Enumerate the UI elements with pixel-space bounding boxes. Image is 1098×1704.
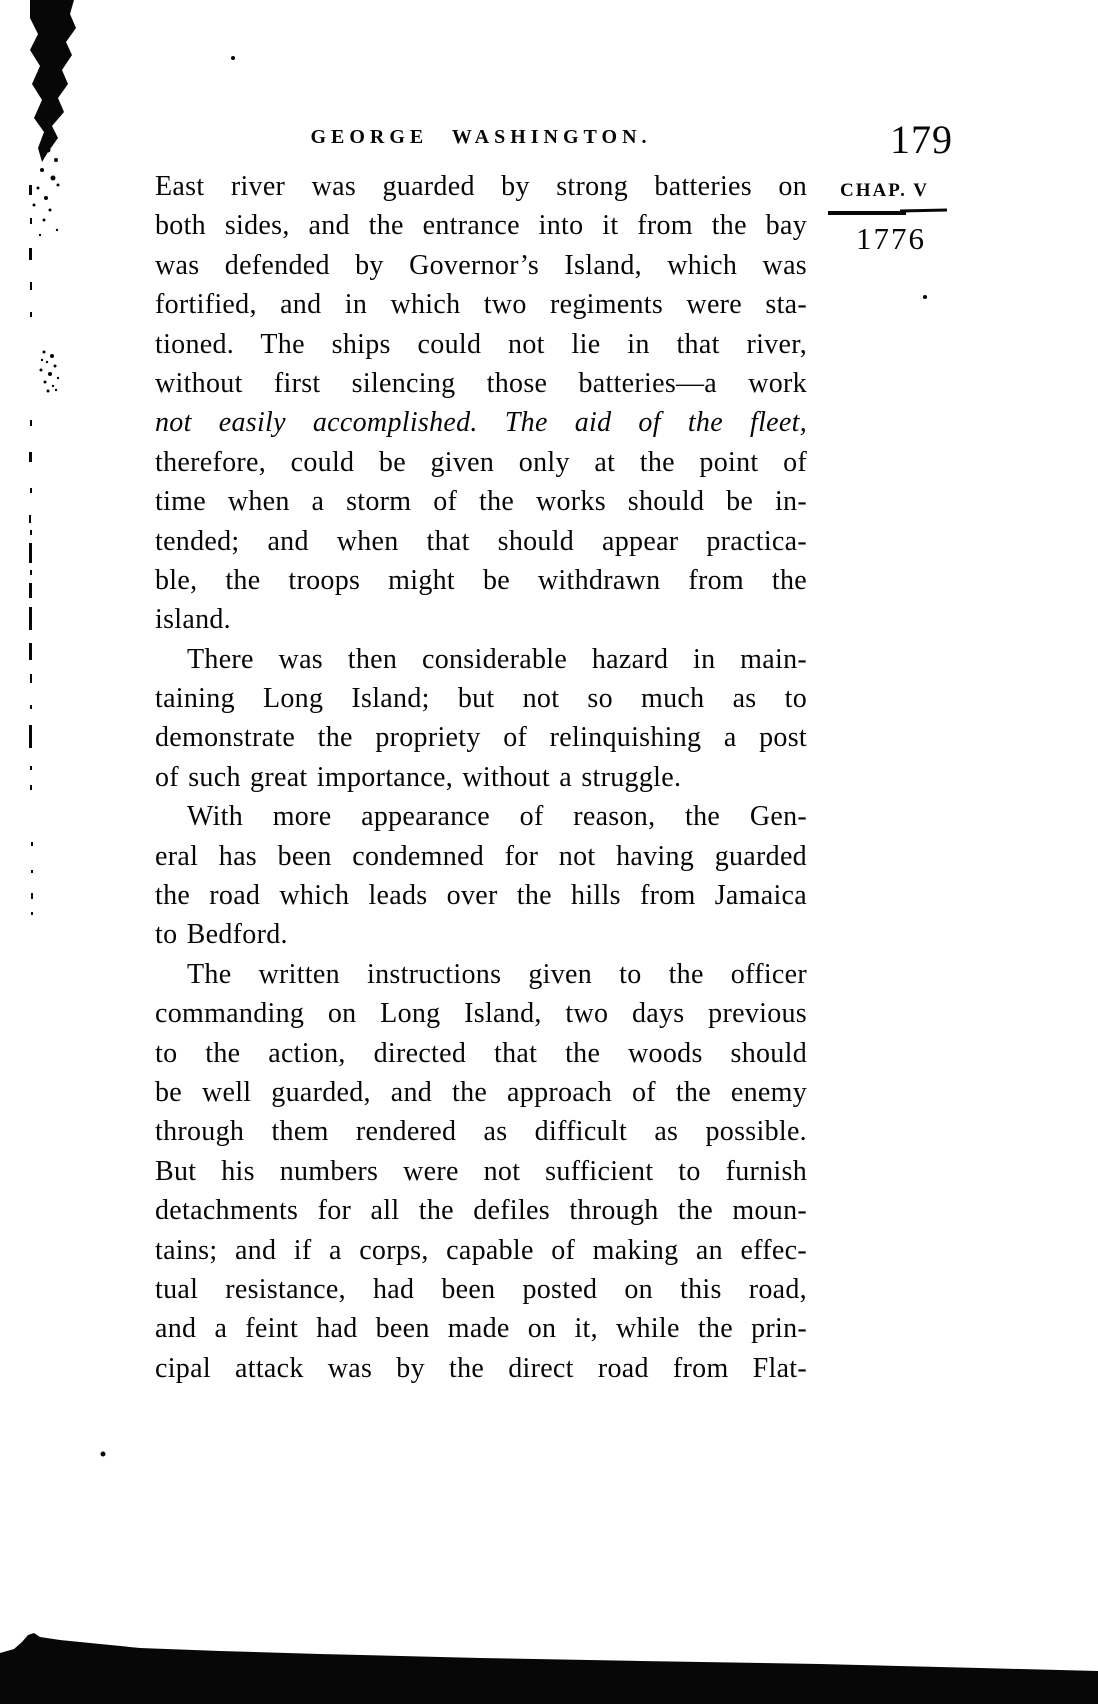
margin-chapter-note: CHAP. V (840, 180, 929, 201)
text-line: demonstrate the propriety of relinquishing a post (155, 722, 807, 754)
text-line: taining Long Island; but not so much as to (155, 683, 807, 715)
text-line: was defended by Governor’s Island, which was (155, 249, 807, 281)
text-line: and a feint had been made on it, while the prin- (155, 1313, 807, 1345)
text-line: fortified, and in which two regiments were sta- (155, 289, 807, 321)
margin-rule-smudge (900, 209, 947, 213)
text-line: detachments for all the defiles through the moun- (155, 1195, 807, 1227)
body-text-block (155, 167, 807, 1388)
text-line: therefore, could be given only at the point of (155, 446, 807, 478)
text-line: The written instructions given to the officer (187, 958, 807, 990)
text-line: East river was guarded by strong batteries on (155, 171, 807, 202)
paragraph (155, 167, 807, 640)
text-line: the road which leads over the hills from Jamaica (155, 880, 807, 912)
text-line: With more appearance of reason, the Gen- (187, 801, 807, 833)
text-line: through them rendered as difficult as possible. (155, 1116, 807, 1148)
text-line: to Bedford. (155, 919, 288, 951)
text-line: commanding on Long Island, two days previous (155, 998, 807, 1030)
text-line: tended; and when that should appear practica- (155, 525, 807, 557)
scan-speckle-patch (40, 351, 60, 393)
text-line: tains; and if a corps, capable of making an effec- (155, 1234, 807, 1266)
text-line: not easily accomplished. The aid of the fleet, (155, 407, 807, 439)
text-line: tual resistance, had been posted on this road, (155, 1273, 807, 1305)
text-line: island. (155, 604, 231, 636)
text-line: both sides, and the entrance into it from the bay (155, 210, 807, 242)
text-line: There was then considerable hazard in main- (187, 643, 807, 675)
scan-marks-left-margin (29, 185, 33, 915)
margin-rule (828, 211, 906, 215)
text-line: tioned. The ships could not lie in that river, (155, 328, 807, 360)
paragraph (155, 955, 807, 1388)
paragraph (155, 797, 807, 955)
running-header-title: GEORGE WASHINGTON. (310, 126, 652, 148)
scan-smudge-top-left-icon (30, 0, 76, 236)
text-line: time when a storm of the works should be in- (155, 486, 807, 518)
page-number: 179 (890, 117, 953, 162)
text-line: eral has been condemned for not having guarded (155, 840, 807, 872)
text-line: be well guarded, and the approach of the enemy (155, 1076, 807, 1108)
text-line: without first silencing those batteries—a work (155, 367, 807, 399)
paragraph (155, 640, 807, 798)
text-line: of such great importance, without a struggle. (155, 761, 682, 793)
text-line: But his numbers were not sufficient to furnish (155, 1155, 807, 1187)
text-line: cipal attack was by the direct road from Flat- (155, 1352, 807, 1384)
text-line: to the action, directed that the woods should (155, 1037, 807, 1069)
scan-black-band-bottom (0, 1633, 1098, 1704)
text-line: ble, the troops might be withdrawn from the (155, 564, 807, 596)
margin-year-note: 1776 (856, 221, 926, 256)
